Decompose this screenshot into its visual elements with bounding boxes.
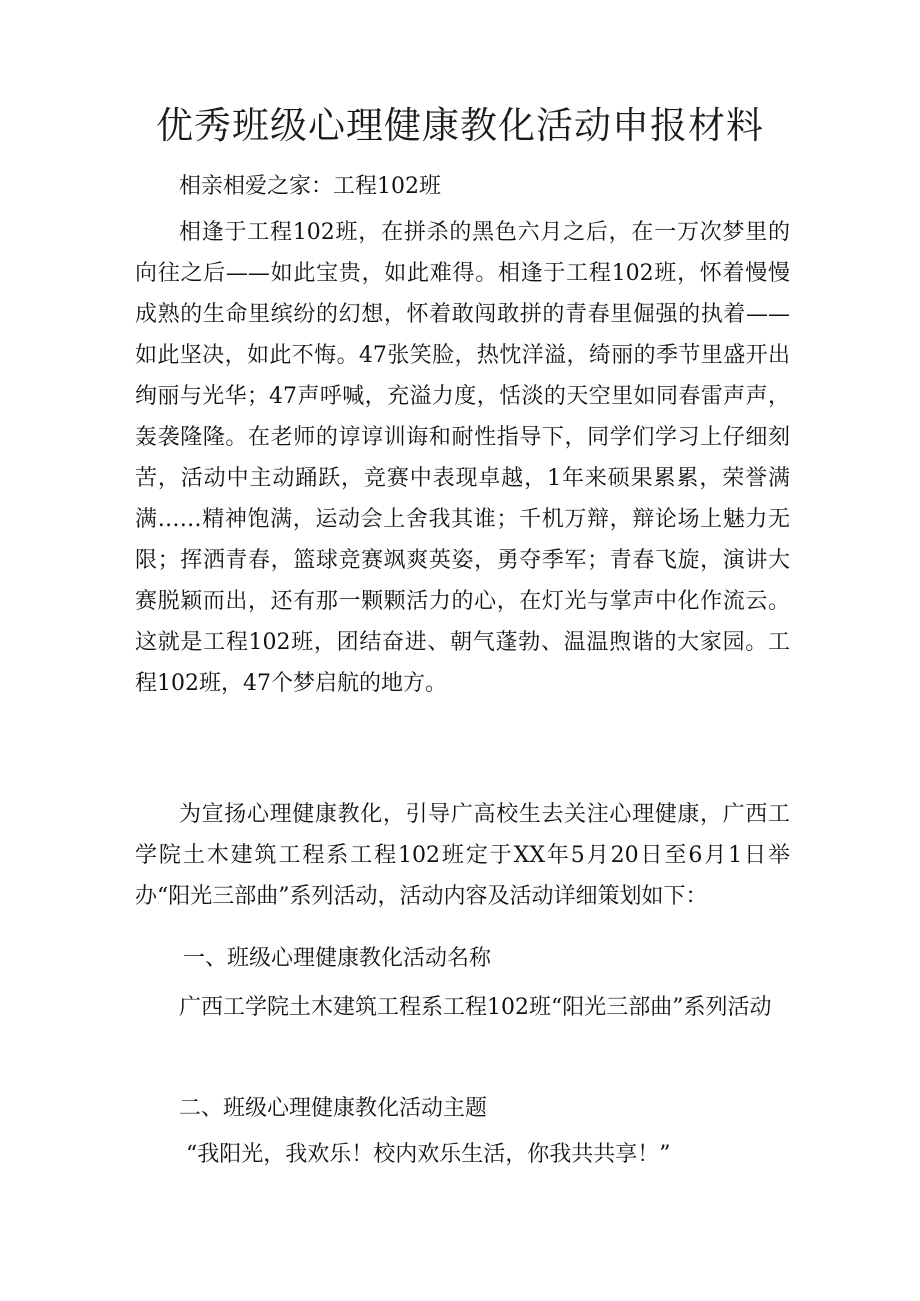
paragraph-intro: 相逢于工程102班，在拼杀的黑色六月之后，在一万次梦里的向往之后——如此宝贵，如此难得。相逢于工程102班，怀着慢慢成熟的生命里缤纷的幻想，怀着敢闯敢拼的青春里倔强的执着——如此坚决，如此不悔。47张笑脸，热忱洋溢，绮丽的季节里盛开出绚丽与光华；47声呼喊，充溢力度，恬淡的天空里如同春雷声声，轰袭隆隆。在老师的谆谆训诲和耐性指导下，同学们学习上仔细刻苦，活动中主动踊跃，竞赛中表现卓越，1年来硕果累累，荣誉满满……精神饱满，运动会上舍我其谁；千机万辩，辩论场上魅力无限；挥洒青春，篮球竞赛飒爽英姿，勇夺季军；青春飞旋，演讲大赛脱颖而出，还有那一颗颗活力的心，在灯光与掌声中化作流云。这就是工程102班，团结奋进、朝气蓬勃、温温煦谐的大家园。工程102班，47个梦启航的地方。 (135, 220, 790, 696)
subtitle: 相亲相爱之家：工程102班 (179, 174, 441, 199)
section-2-body: “我阳光，我欢乐！校内欢乐生活，你我共共享！” (186, 1142, 671, 1167)
paragraph-purpose: 为宣扬心理健康教化，引导广高校生去关注心理健康，广西工学院土木建筑工程系工程102班定于XX年5月20日至6月1日举办“阳光三部曲”系列活动，活动内容及活动详细策划如下： (135, 802, 790, 909)
document-title: 优秀班级心理健康教化活动申报材料 (156, 104, 764, 147)
section-1-heading: 一、班级心理健康教化活动名称 (183, 946, 492, 971)
section-1-body: 广西工学院土木建筑工程系工程102班“阳光三部曲”系列活动 (179, 995, 772, 1020)
section-2-heading: 二、班级心理健康教化活动主题 (179, 1096, 488, 1121)
